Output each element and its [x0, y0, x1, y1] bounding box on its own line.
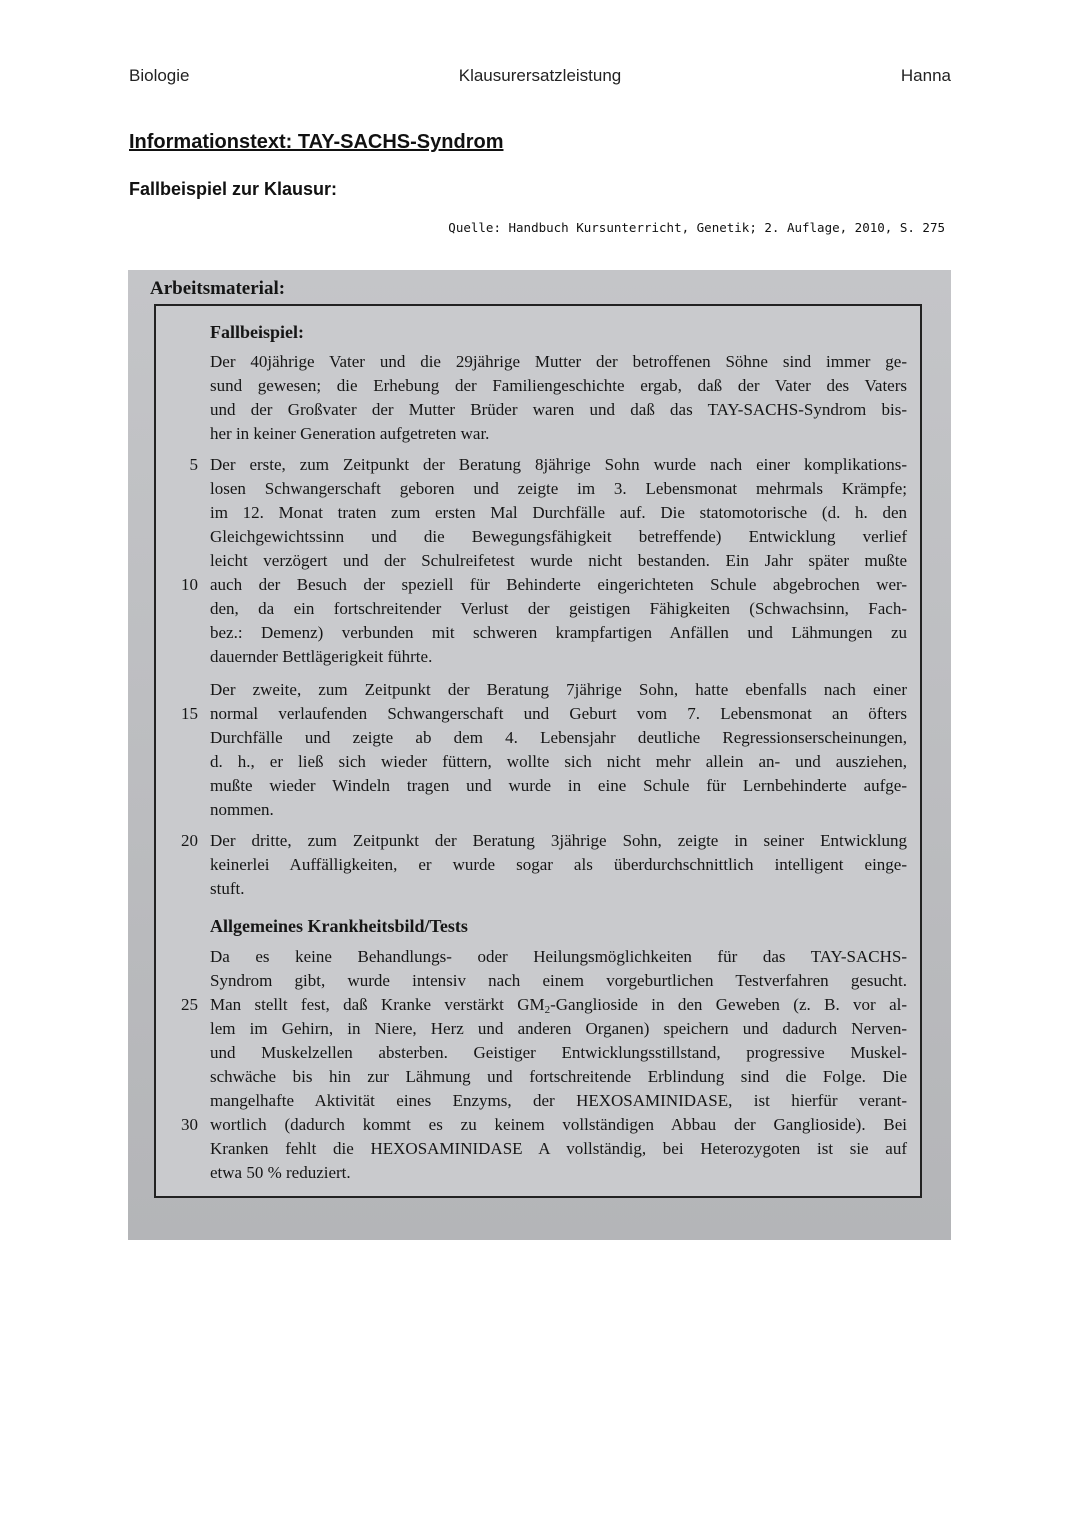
text-line: den, da ein fortschreitender Verlust der geistigen Fähigkeiten (Schwachsinn, Fach- — [210, 599, 907, 618]
text-line: Durchfälle und zeigte ab dem 4. Lebensjahr deutliche Regressionserscheinungen, — [210, 728, 907, 747]
line-number: 10 — [181, 575, 198, 594]
text-line: d. h., er ließ sich wieder füttern, wollte sich nicht mehr allein an- und ausziehen, — [210, 752, 907, 771]
text-line: Der erste, zum Zeitpunkt der Beratung 8jährige Sohn wurde nach einer komplikations- — [210, 455, 907, 474]
text-line: etwa 50 % reduziert. — [210, 1163, 351, 1182]
text-fragment: -Ganglioside in den Geweben (z. B. vor al- — [550, 995, 907, 1014]
text-line: Kranken fehlt die HEXOSAMINIDASE A vollständig, bei Heterozygoten ist sie auf — [210, 1139, 907, 1158]
text-fragment: Man stellt fest, daß Kranke verstärkt GM — [210, 995, 545, 1014]
header-course: Klausurersatzleistung — [458, 66, 622, 85]
text-line: Da es keine Behandlungs- oder Heilungsmöglichkeiten für das TAY-SACHS- — [210, 947, 907, 966]
text-line: normal verlaufenden Schwangerschaft und Geburt vom 7. Lebensmonat an öfters — [210, 704, 907, 723]
photographed-textbook-excerpt — [128, 270, 951, 1240]
text-line: bez.: Demenz) verbunden mit schweren krampfartigen Anfällen und Lähmungen zu — [210, 623, 907, 642]
line-number: 25 — [181, 995, 198, 1014]
text-line: Der zweite, zum Zeitpunkt der Beratung 7jährige Sohn, hatte ebenfalls nach einer — [210, 680, 907, 699]
text-line: schwäche bis hin zur Lähmung und fortschreitende Erblindung sind die Folge. Die — [210, 1067, 907, 1086]
text-line: und Muskelzellen absterben. Geistiger Entwicklungsstillstand, progressive Muskel- — [210, 1043, 907, 1062]
line-number: 5 — [189, 455, 198, 474]
line-number: 15 — [181, 704, 198, 723]
line-number: 20 — [181, 831, 198, 850]
text-line: wortlich (dadurch kommt es zu keinem vollständigen Abbau der Ganglioside). Bei — [210, 1115, 907, 1134]
material-box — [154, 304, 922, 1198]
text-line: leicht verzögert und der Schulreifetest wurde nicht bestanden. Ein Jahr später mußte — [210, 551, 907, 570]
text-line: her in keiner Generation aufgetreten war. — [210, 424, 490, 443]
text-line: mußte wieder Windeln tragen und wurde in eine Schule für Lernbehinderte aufge- — [210, 776, 907, 795]
text-line: Gleichgewichtssinn und die Bewegungsfähigkeit betreffende) Entwicklung verlief — [210, 527, 907, 546]
text-line: sund gewesen; die Erhebung der Familiengeschichte ergab, daß der Vater des Vaters — [210, 376, 907, 395]
text-line: Der 40jährige Vater und die 29jährige Mutter der betroffenen Söhne sind immer ge- — [210, 352, 907, 371]
material-label: Arbeitsmaterial: — [150, 278, 286, 299]
text-line: Der dritte, zum Zeitpunkt der Beratung 3jährige Sohn, zeigte in seiner Entwicklung — [210, 831, 907, 850]
text-line-subscript — [210, 994, 907, 1016]
header-subject: Biologie — [129, 66, 190, 85]
line-number: 30 — [181, 1115, 198, 1134]
section-heading-disease: Allgemeines Krankheitsbild/Tests — [210, 916, 468, 936]
source-citation: Quelle: Handbuch Kursunterricht, Genetik; 2. Auflage, 2010, S. 275 — [448, 220, 945, 235]
subscript-two: 2 — [544, 1004, 551, 1016]
text-line: auch der Besuch der speziell für Behinderte eingerichteten Schule abgebrochen wer- — [210, 575, 907, 594]
text-line: stuft. — [210, 879, 245, 898]
text-line: im 12. Monat traten zum ersten Mal Durchfälle auf. Die statomotorische (d. h. den — [210, 503, 907, 522]
text-line: dauernder Bettlägerigkeit führte. — [210, 647, 433, 666]
text-line: keinerlei Auffälligkeiten, er wurde sogar als überdurchschnittlich intelligent einge- — [210, 855, 907, 874]
section-heading-case: Fallbeispiel: — [210, 322, 304, 342]
header-author: Hanna — [900, 66, 951, 85]
text-line: lem im Gehirn, in Niere, Herz und anderen Organen) speichern und dadurch Nerven- — [210, 1019, 907, 1038]
text-line: nommen. — [210, 800, 274, 819]
page-subtitle: Fallbeispiel zur Klausur: — [129, 179, 338, 199]
page-title: Informationstext: TAY-SACHS-Syndrom — [129, 131, 504, 153]
text-line: und der Großvater der Mutter Brüder waren und daß das TAY-SACHS-Syndrom bis- — [210, 400, 907, 419]
text-line: mangelhafte Aktivität eines Enzyms, der HEXOSAMINIDASE, ist hierfür verant- — [210, 1091, 907, 1110]
text-line: Syndrom gibt, wurde intensiv nach einem vorgeburtlichen Testverfahren gesucht. — [210, 971, 907, 990]
text-line: losen Schwangerschaft geboren und zeigte im 3. Lebensmonat mehrmals Krämpfe; — [210, 479, 907, 498]
